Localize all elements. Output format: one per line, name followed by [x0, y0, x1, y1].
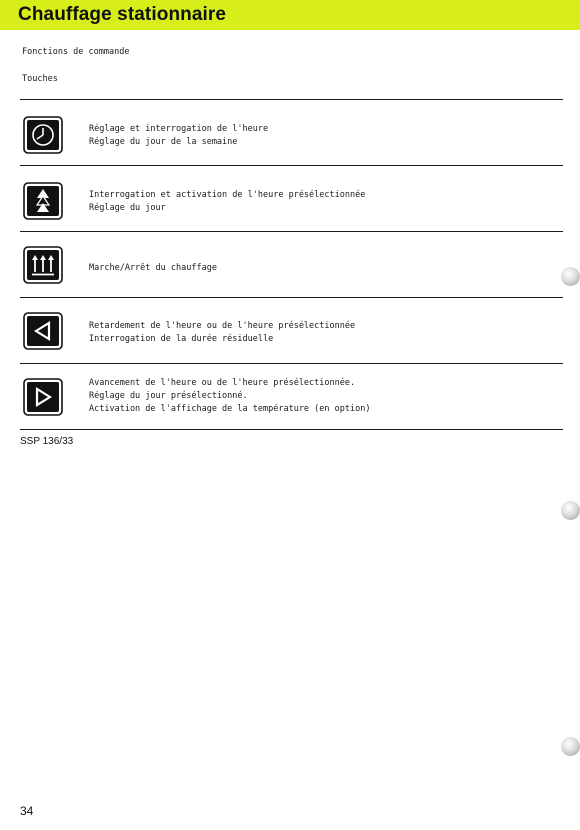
- divider: [20, 429, 563, 430]
- key-line: Marche/Arrêt du chauffage: [89, 263, 217, 273]
- key-line: Interrogation et activation de l'heure présélectionnée: [89, 190, 366, 200]
- clock-icon: [23, 116, 63, 154]
- divider: [20, 297, 563, 298]
- punch-hole: [561, 267, 580, 286]
- divider: [20, 99, 563, 100]
- key-line: Réglage du jour de la semaine: [89, 137, 238, 147]
- triangle-right-icon: [23, 378, 63, 416]
- punch-hole: [561, 737, 580, 756]
- divider: [20, 363, 563, 364]
- keys-heading: Touches: [22, 74, 58, 84]
- key-description-back: [89, 320, 355, 346]
- key-line: Réglage et interrogation de l'heure: [89, 124, 269, 134]
- divider: [20, 231, 563, 232]
- functions-heading: Fonctions de commande: [22, 47, 130, 57]
- key-description-forward: [89, 377, 370, 416]
- key-description-heating: [89, 262, 217, 275]
- punch-hole: [561, 501, 580, 520]
- page-number: 34: [20, 804, 34, 818]
- key-line: Activation de l'affichage de la température (en option): [89, 404, 371, 414]
- triangle-left-icon: [23, 312, 63, 350]
- key-description-preset: [89, 189, 365, 215]
- page-title: Chauffage stationnaire: [18, 4, 227, 25]
- key-line: Avancement de l'heure ou de l'heure présélectionnée.: [89, 378, 356, 388]
- heating-symbol-icon: [23, 246, 63, 284]
- key-line: Retardement de l'heure ou de l'heure présélectionnée: [89, 321, 356, 331]
- key-line: Réglage du jour: [89, 203, 166, 213]
- key-line: Interrogation de la durée résiduelle: [89, 334, 274, 344]
- key-line: Réglage du jour présélectionné.: [89, 391, 248, 401]
- figure-caption: SSP 136/33: [20, 436, 74, 447]
- double-up-arrow-icon: [23, 182, 63, 220]
- divider: [20, 165, 563, 166]
- key-description-clock: [89, 123, 268, 149]
